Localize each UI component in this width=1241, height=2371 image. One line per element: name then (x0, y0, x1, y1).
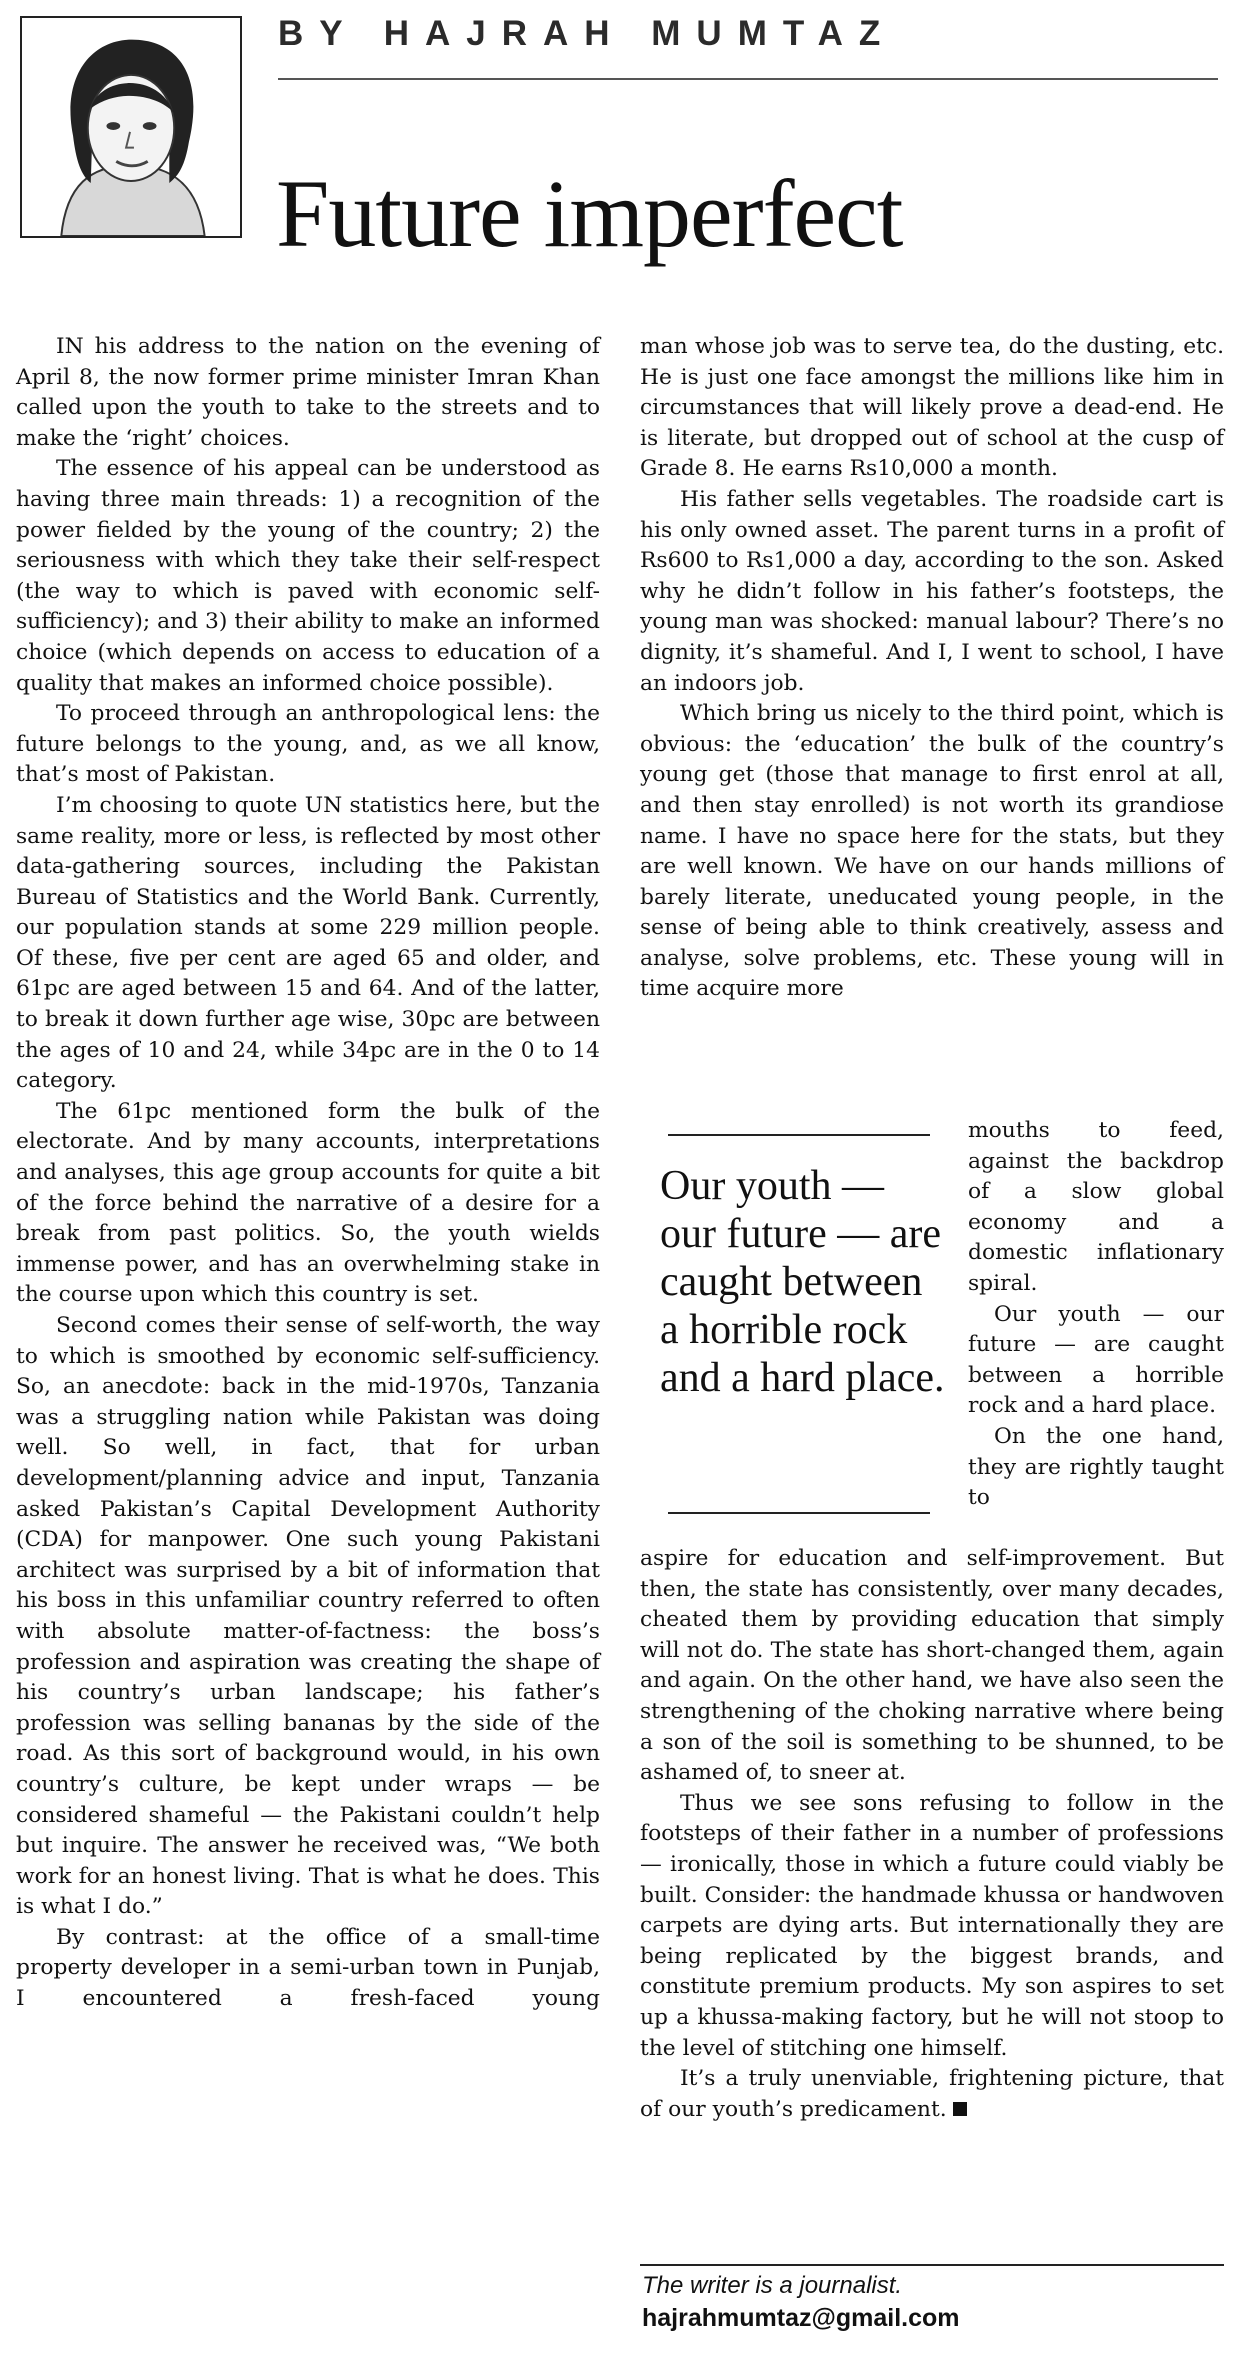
paragraph: I’m choosing to quote UN statistics here, but the same reality, more or less, is reflected by most other data-gathering sources, including the Pakistan Bureau of Statistics and the World Bank. Currently, our population stands at some 229 million people. Of these, five per cent are aged 65 and older, and 61pc are aged between 15 and 64. And of the latter, to break it down further age wise, 30pc are between the ages of 10 and 24, while 34pc are in the 0 to 14 category. (16, 792, 600, 1094)
paragraph: His father sells vegetables. The roadside cart is his only owned asset. The parent turns in a profit of Rs600 to Rs1,000 a day, according to the son. Asked why he didn’t follow in his father’s footsteps, the young man was shocked: manual labour? There’s no dignity, it’s shameful. And I, I went to school, I have an indoors job. (640, 486, 1224, 696)
pull-quote-rule-bottom (668, 1512, 930, 1514)
author-note: The writer is a journalist. (642, 2272, 903, 2299)
paragraph: Second comes their sense of self-worth, the way to which is smoothed by economic self-sufficiency. So, an anecdote: back in the mid-1970s, Tanzania was a struggling nation while Pakistan was doing well. So well, in fact, that for urban development/planning advice and input, Tanzania asked Pakistan’s Capital Development Authority (CDA) for manpower. One such young Pakistani architect was surprised by a bit of information that his boss in this unfamiliar country referred to often with absolute matter-of-factness: the boss’s profession and aspiration was creating the shape of his country’s urban landscape; his father’s profession was selling bananas by the side of the road. As this sort of background would, in his own country’s culture, be kept under wraps — be considered shameful — the Pakistani couldn’t help but inquire. The answer he received was, “We both work for an honest living. That is what he does. This is what I do.” (16, 1313, 600, 1920)
paragraph: The essence of his appeal can be understood as having three main threads: 1) a recognition of the power fielded by the young of the country; 2) the seriousness with which they take their self-respect (the way to which is paved with economic self-sufficiency); and 3) their ability to make an informed choice (which depends on access to education of a quality that makes an informed choice possible). (16, 456, 600, 696)
paragraph: Our youth — our future — are caught between a horrible rock and a hard place. (968, 1301, 1224, 1419)
headline: Future imperfect (276, 160, 903, 267)
paragraph (640, 2064, 1224, 2125)
body-wrap-column (968, 1116, 1224, 1514)
byline-rule (278, 78, 1218, 80)
paragraph: Thus we see sons refusing to follow in the footsteps of their father in a number of professions — ironically, those in which a future could viably be built. Consider: the handmade khussa or handwoven carpets are dying arts. But internationally they are being replicated by the biggest brands, and constitute premium products. My son aspires to set up a khussa-making factory, but he will not stoop to the level of stitching one himself. (640, 1790, 1224, 2061)
body-column-right (640, 332, 1224, 1005)
end-mark-icon (953, 2102, 967, 2116)
author-email: hajrahmumtaz@gmail.com (642, 2304, 960, 2332)
paragraph: The 61pc mentioned form the bulk of the electorate. And by many accounts, interpretations and analyses, this age group accounts for quite a bit of the force behind the narrative of a desire for a break from past politics. So, the youth wields immense power, and has an overwhelming stake in the course upon which this country is set. (16, 1098, 600, 1308)
paragraph: Which bring us nicely to the third point, which is obvious: the ‘education’ the bulk of the country’s young get (those that manage to first enrol at all, and then stay enrolled) is not worth its grandiose name. I have no space here for the stats, but they are well known. We have on our hands millions of barely literate, uneducated young people, in the sense of being able to think creatively, assess and analyse, solve problems, etc. These young will in time acquire more (640, 701, 1224, 1002)
footer-rule (640, 2264, 1224, 2266)
paragraph: To proceed through an anthropological lens: the future belongs to the young, and, as we all know, that’s most of Pakistan. (16, 701, 600, 788)
paragraph: man whose job was to serve tea, do the dusting, etc. He is just one face amongst the millions like him in circumstances that will likely prove a dead-end. He is literate, but dropped out of school at the cusp of Grade 8. He earns Rs10,000 a month. (640, 334, 1224, 482)
pull-quote-rule-top (668, 1134, 930, 1136)
byline: BY HAJRAH MUMTAZ (278, 14, 897, 53)
closing-sentence: It’s a truly unenviable, frightening picture, that of our youth’s predicament. (640, 2066, 1224, 2122)
body-column-left (16, 332, 600, 2015)
pull-quote (652, 1134, 945, 1514)
paragraph: mouths to feed, against the backdrop of a slow global economy and a domestic inflationary spiral. (968, 1118, 1224, 1296)
author-portrait-icon (22, 18, 240, 236)
author-portrait (20, 16, 242, 238)
paragraph: On the one hand, they are rightly taught to (968, 1423, 1224, 1511)
paragraph: aspire for education and self-improvement. But then, the state has consistently, over many decades, cheated them by providing education that simply will not do. The state has short-changed them, again and again. On the other hand, we have also seen the strengthening of the choking narrative where being a son of the soil is something to be shunned, to be ashamed of, to sneer at. (640, 1546, 1224, 1786)
pull-quote-text: Our youth — our future — are caught between a horrible rock and a hard place. (660, 1163, 945, 1401)
body-column-right-bottom (640, 1544, 1224, 2125)
paragraph: IN his address to the nation on the evening of April 8, the now former prime minister Imran Khan called upon the youth to take to the streets and to make the ‘right’ choices. (16, 334, 600, 451)
paragraph: By contrast: at the office of a small-time property developer in a semi-urban town in Punjab, I encountered a fresh-faced young (16, 1924, 600, 2012)
